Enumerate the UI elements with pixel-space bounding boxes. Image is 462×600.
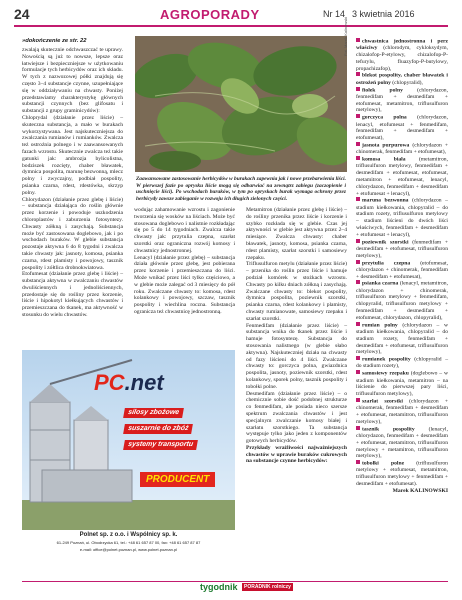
bullet-square-icon xyxy=(356,280,360,284)
weed-entry xyxy=(356,280,448,321)
weed-entry xyxy=(356,38,448,72)
weed-entry xyxy=(356,460,448,488)
bullet-square-icon xyxy=(356,197,360,201)
bullet-square-icon xyxy=(356,356,360,360)
page-footer xyxy=(22,581,448,591)
bullet-square-icon xyxy=(356,239,360,243)
weed-entry xyxy=(356,260,448,281)
section-title: AGROPORADY xyxy=(160,7,260,22)
bullet-square-icon xyxy=(356,370,360,374)
weed-list-column xyxy=(356,38,448,495)
weed-substances: (chlorydazon – w stadium kiełkowania, chlopyralid – do stadium rozety, fenmedifam + desmedifam + etofumesat, triflusulfuron metylowy), xyxy=(356,322,448,356)
header-rule xyxy=(14,25,448,27)
weed-name: chwastnica jednostronna i perz właściwy xyxy=(356,38,448,52)
slogan-transport: systemy transportu xyxy=(123,440,198,450)
paragraph: Desmedifam (działanie przez liście) – o chemicznie sobie dość podobnej strukturze co fenmedifam, ale posiada nieco szersze spektrum zwalczania chwastów i jest specjalnym zwalczanie komosy białej i szarłatu szorstkiego. Ta substancja występuje tylko jako jeden z komponentów gotowych herbicydów. xyxy=(246,390,347,445)
weed-substances: (lenacyl, metamitron, chlorydazon + chinomerak, triflusulfuron metylowy + fenmedifam, chlopyralid, triflusulfuron metylowy + fenmedifam + desmedifam + etofumesat, chlorydazon, chlopyralid), xyxy=(356,280,448,321)
paragraph: Metamitron (działanie przez glebę i liście) – do rośliny przenika przez liście i korzenie i szybko rozkłada się w glebie. Czas jej aktywności w glebie jest aktywna przez 2–4 miesiące. Zwalcza chwasty: chaber bławatek, jasnoty, komosa, psianka czarna, rdest plamisty, szarłat szorstki i samosiewy rzepaku. xyxy=(246,207,347,261)
weed-substances: (metamitron, triflusulfuron metylowy, fenmedifam + desmedifam + etofumesat, etofumesat, metamitron + etofumesat, lenacyl, chlorydazon, fenmedifam + desmedifam + etofumesat + lenacyl), xyxy=(356,156,448,197)
weed-entry xyxy=(356,156,448,197)
weed-name: szarłat szorstki xyxy=(362,398,403,405)
weed-substances: (triflusulfuron metylowy + etofumesat, metamitron, triflusulfuron metylowy + fenmedifam + desmedifam + etofumesat). xyxy=(356,460,448,487)
weed-name: rumianek pospolity xyxy=(362,356,411,363)
issue-date: 3 kwietnia 2016 xyxy=(352,9,415,19)
paragraph: Fenmedifam (działanie przez liście) – substancja wnika do tkanek przez liście i hamuje fotosyntezę. Substancja do stosowania nalistnego (w glebie słabo aktywna). Najskuteczniej działa na chwasty od fazy liścieni do 4 liści. Zwalczane chwasty to: gorczyca polna, gwiazdnica pospolita, jasnoty, poziewnik szorstki, rdest kolankowy, sporek polny, tasznik pospolity i tobołki polne. xyxy=(246,322,347,390)
paragraph: wodując zahamowanie wzrostu i zagonienie tworzenia się wosków na liściach. Może być stosowana doglebowo i nalistnie rozkładając się po 5 do 14 tygodniach. Zwalcza takie chwasty jak: przytulia czepna, szarłat szorstki oraz ograniczna rozwój komosy i chwastnicy jednostronnej. xyxy=(134,207,235,254)
paragraph: Etofumesat (działanie przez glebę i liście) – substancja aktywna w zwalczaniu chwastów dwuliściennych i jednoliściennych, przedostaje się do rośliny przez korzenie, liście i hipokotyl kiełkujących chwastów i przemieszczana do tkanek, ma aktywność w stosunku do wielu chwastów. xyxy=(22,271,123,319)
weed-entry xyxy=(356,114,448,142)
page-header xyxy=(0,0,462,28)
bullet-square-icon xyxy=(356,322,360,326)
beet-field-photo xyxy=(135,36,347,172)
issue-number: Nr 14 xyxy=(323,9,346,19)
bullet-square-icon xyxy=(356,156,360,160)
weed-entry xyxy=(356,322,448,356)
weed-entry xyxy=(356,142,448,156)
weed-substances: (chlopyralid – do stadium rozety), xyxy=(356,356,448,370)
polnet-logo: PC.net xyxy=(94,370,164,395)
producer-badge: PRODUCENT xyxy=(140,472,215,487)
weed-name: samosiewy rzepaku xyxy=(362,370,409,377)
beet-leaves-image xyxy=(135,36,347,172)
weed-name: psianka czarna xyxy=(362,280,399,287)
polnet-advert xyxy=(22,350,235,530)
weed-entry xyxy=(356,87,448,115)
bullet-square-icon xyxy=(356,38,360,42)
bullet-square-icon xyxy=(356,260,360,264)
brand-logo: tygodnik xyxy=(200,582,238,592)
bullet-square-icon xyxy=(356,114,360,118)
company-name: Polnet sp. z o.o. i Wspólnicy sp. k. xyxy=(79,532,178,538)
weed-name: maruna bezwonna xyxy=(362,197,409,204)
weed-name: fiołek polny xyxy=(362,87,403,94)
paragraph: Chlorydazon (działanie przez glebę i liście) – substancja działająca do roślin głównie przez korzenie i powoduje uszkodzenia chloroplastów i zaburzenia fotosyntezy. Chwasty zółkną i zasychają. Substancja może być zastosowana doglebowo, jak i po wschodach buraków. W glebie substancja pozostaje aktywna 6 do 8 tygodni i zwalcza takie chwasty jak: jasnoty, komosa, psianka czarna, rdest plamisty i powojowy, tasznik pospolity i zółtlica drobnokwiatowa. xyxy=(22,196,123,271)
weed-substances: (chlorodym, cykloksydym, chizalofop-P-etylowy, chizalofop-P-tefurylu, fluazyfop-P-butylowy, propachizafop), xyxy=(356,45,448,72)
weed-entry xyxy=(356,370,448,398)
company-address: 61-249 Poznań, ul. Obodrzycka 61, tel.: +48 61 657 87 00, fax: +48 61 657 87 87 xyxy=(56,540,201,545)
brand-tag: PORADNIK rolniczy xyxy=(244,584,291,590)
slogan-silos: silosy zbożowe xyxy=(123,408,184,418)
weed-name: przytulia czepna xyxy=(362,260,411,266)
author-signature: Marek KALINOWSKI xyxy=(392,487,448,494)
weed-name: blekot pospolity, chaber bławatek i ostrożeń polny xyxy=(356,72,448,86)
bullet-square-icon xyxy=(356,398,360,402)
bullet-square-icon xyxy=(356,460,360,464)
weed-substances: (chlorydazon + chinomerak, fenmedifam + etofumesat), xyxy=(356,142,448,156)
bullet-square-icon xyxy=(356,72,360,76)
photo-caption: Zaawansowane zastosowanie herbicydów w burakach zapewnia jak i nowe przebarwienia liści. W pierwszej fazie po oprysku liście mogą się odbarwiać na zewnątrz zabiegu (zaczopienie i uschnięcie liści). Po wschodach buraków, w tym po opryskach burak wymaga ochrony przez herbicydy zawsze zabieganie w rozwoju ich długich zielonych części. xyxy=(136,176,346,202)
weed-substances: (fenmedifam + desmedifam + etofumesat, triflusulfuron metylowy), xyxy=(356,239,448,259)
weed-entry xyxy=(356,239,448,260)
article-column-2 xyxy=(134,207,235,316)
weed-name: jasnota purpurowa xyxy=(362,142,410,149)
weed-substances: (lenacyl, chlorydazon, fenmedifam + desmedifam + etofumesat, metamitron, triflusulfuron metylowy + metamitron, triflusulfuron metylowy), xyxy=(356,426,448,460)
weed-substances: (doglebowo – w stadium kiełkowania, metamitron – na liścienie do pierwszej pary liści, triflusulfuron metylowy), xyxy=(356,370,448,398)
paragraph: zwalają skutecznie odchwaszczać te uprawy. Nowością są już to nowsze, lepsze oraz łatwiejsze i bezpieczniejsze w użytkowaniu formulacje tych herbicydów oraz ich składu. W tych z nazwozowej półki znajdują się często 3–4 substancje czynne, uzupełniające się w oddziaływaniu na chwasty. Poniżej przedstawiamy charakterystykę głównych substancji czynnych (bez glifosatu i substancji z grupy graminicydów): xyxy=(22,47,123,115)
weed-substances: (chlorydazon, lenacyl, etofumesat + fenmedifam, fenmedifam + desmedifam + etofumesat), xyxy=(356,114,448,142)
weed-name: poziewnik szorstki xyxy=(362,239,409,246)
paragraph: Lenacyl (działanie przez glebę) – substancja działa głównie przez glebę, jest pobierana przez korzenie i przemieszczana do liści. Może wnikać przez liści tylko częściowo, a w glebie może zalegać od 3 miesięcy do pół roku. Zwalczane chwasty to: komosa, rdest kolankowy i powojowy, szczaw, tasznik pospolity i wiechlina roczna. Substancja ogranicza też chwastnicę jednostronną. xyxy=(134,254,235,315)
photo-credit: Fot. Marek Kalinowski xyxy=(343,16,348,56)
page-number: 24 xyxy=(14,6,30,22)
weed-entry xyxy=(356,197,448,238)
bullet-square-icon xyxy=(356,426,360,430)
weed-entry xyxy=(356,426,448,460)
article-column-1 xyxy=(22,47,123,319)
weed-name: gorczyca polna xyxy=(362,114,407,121)
article-column-3 xyxy=(246,207,347,465)
weed-entry xyxy=(356,356,448,370)
weed-name: tobołki polne xyxy=(362,460,405,467)
company-contact: e-mail: office@polnet.poznan.pl, www.polnet.poznan.pl xyxy=(79,547,178,552)
weed-name: rumian polny xyxy=(362,322,398,329)
weed-substances: (etofumesat, chlorydazon + chinomerak, fenmedifam + desmedifam + etofumesat), xyxy=(356,260,448,280)
paragraph: Triflusulfuron metylu (działanie przez liście) – przenika do roślin przez liście i hamuje podział komórek w stożkach wzrostu. Chwasty po kilku dniach zółkną i zasychają. Zwalczane chwasty to: blekot pospolity, dymnica pospolita, poziewnik szorstki, psianka czarna, rdest kolankowy i plamisty, chwasty rumianowate, samosiewy rzepaku i szarłat szorstki. xyxy=(246,261,347,322)
bullet-square-icon xyxy=(356,142,360,146)
bullet-square-icon xyxy=(356,87,360,91)
weed-name: tasznik pospolity xyxy=(362,426,415,433)
weed-name: komosa biała xyxy=(362,156,406,163)
continuation-note: »dokończenie ze str. 22 xyxy=(22,38,87,44)
weed-substances: (chlorydazon + chinomerak, fenmedifam + desmedifam + etofumesat, metamitron, triflusulfuron metylowy), xyxy=(356,398,449,425)
weed-substances: (chlorydazon, fenmedifam + desmedifam + etofumesat, metamitron, triflusulfuron metylowy), xyxy=(356,87,448,114)
weed-substances: (chlopyralid), xyxy=(392,79,423,86)
slogan-dryers: suszarnie do zbóż xyxy=(123,424,193,434)
advert-contact xyxy=(22,532,235,568)
paragraph: Chloprydal (działanie przez liście) – skuteczna substancja, a mało w burakach wykorzystywana. Jest najskuteczniejsza do zwalczania rumianów i rumianków. Zwalcza też ostrożnia polnego i w zaawansowanych fazach wzrostu. Skutecznie zwalcza też takie gatunki jak: ambrozja bylicolistna, bodziszek rozcięty, chaber bławatek, dymnica pospolita, marunę bezwonną, mlecz polny i zwyczajny, podbiał pospolity, psianka czarna, rdest, rdestówka, skrzyp polny. xyxy=(22,114,123,196)
weed-entry xyxy=(356,72,448,86)
weed-entry xyxy=(356,398,448,426)
weed-substances: (chlorydazon – stadium kiełkowania, chlopyralid – do stadium rozety, triflusulfuron metylowy – stadium liścieni do dwóch liści właściwych, fenmedifam + desmedifam + etofumesat + lenacyl), xyxy=(356,197,448,238)
paragraph-lead: Przykłady wrażliwości najważniejszych chwastów w uprawie buraków cukrowych na substancje czynne herbicydów: xyxy=(246,444,347,465)
